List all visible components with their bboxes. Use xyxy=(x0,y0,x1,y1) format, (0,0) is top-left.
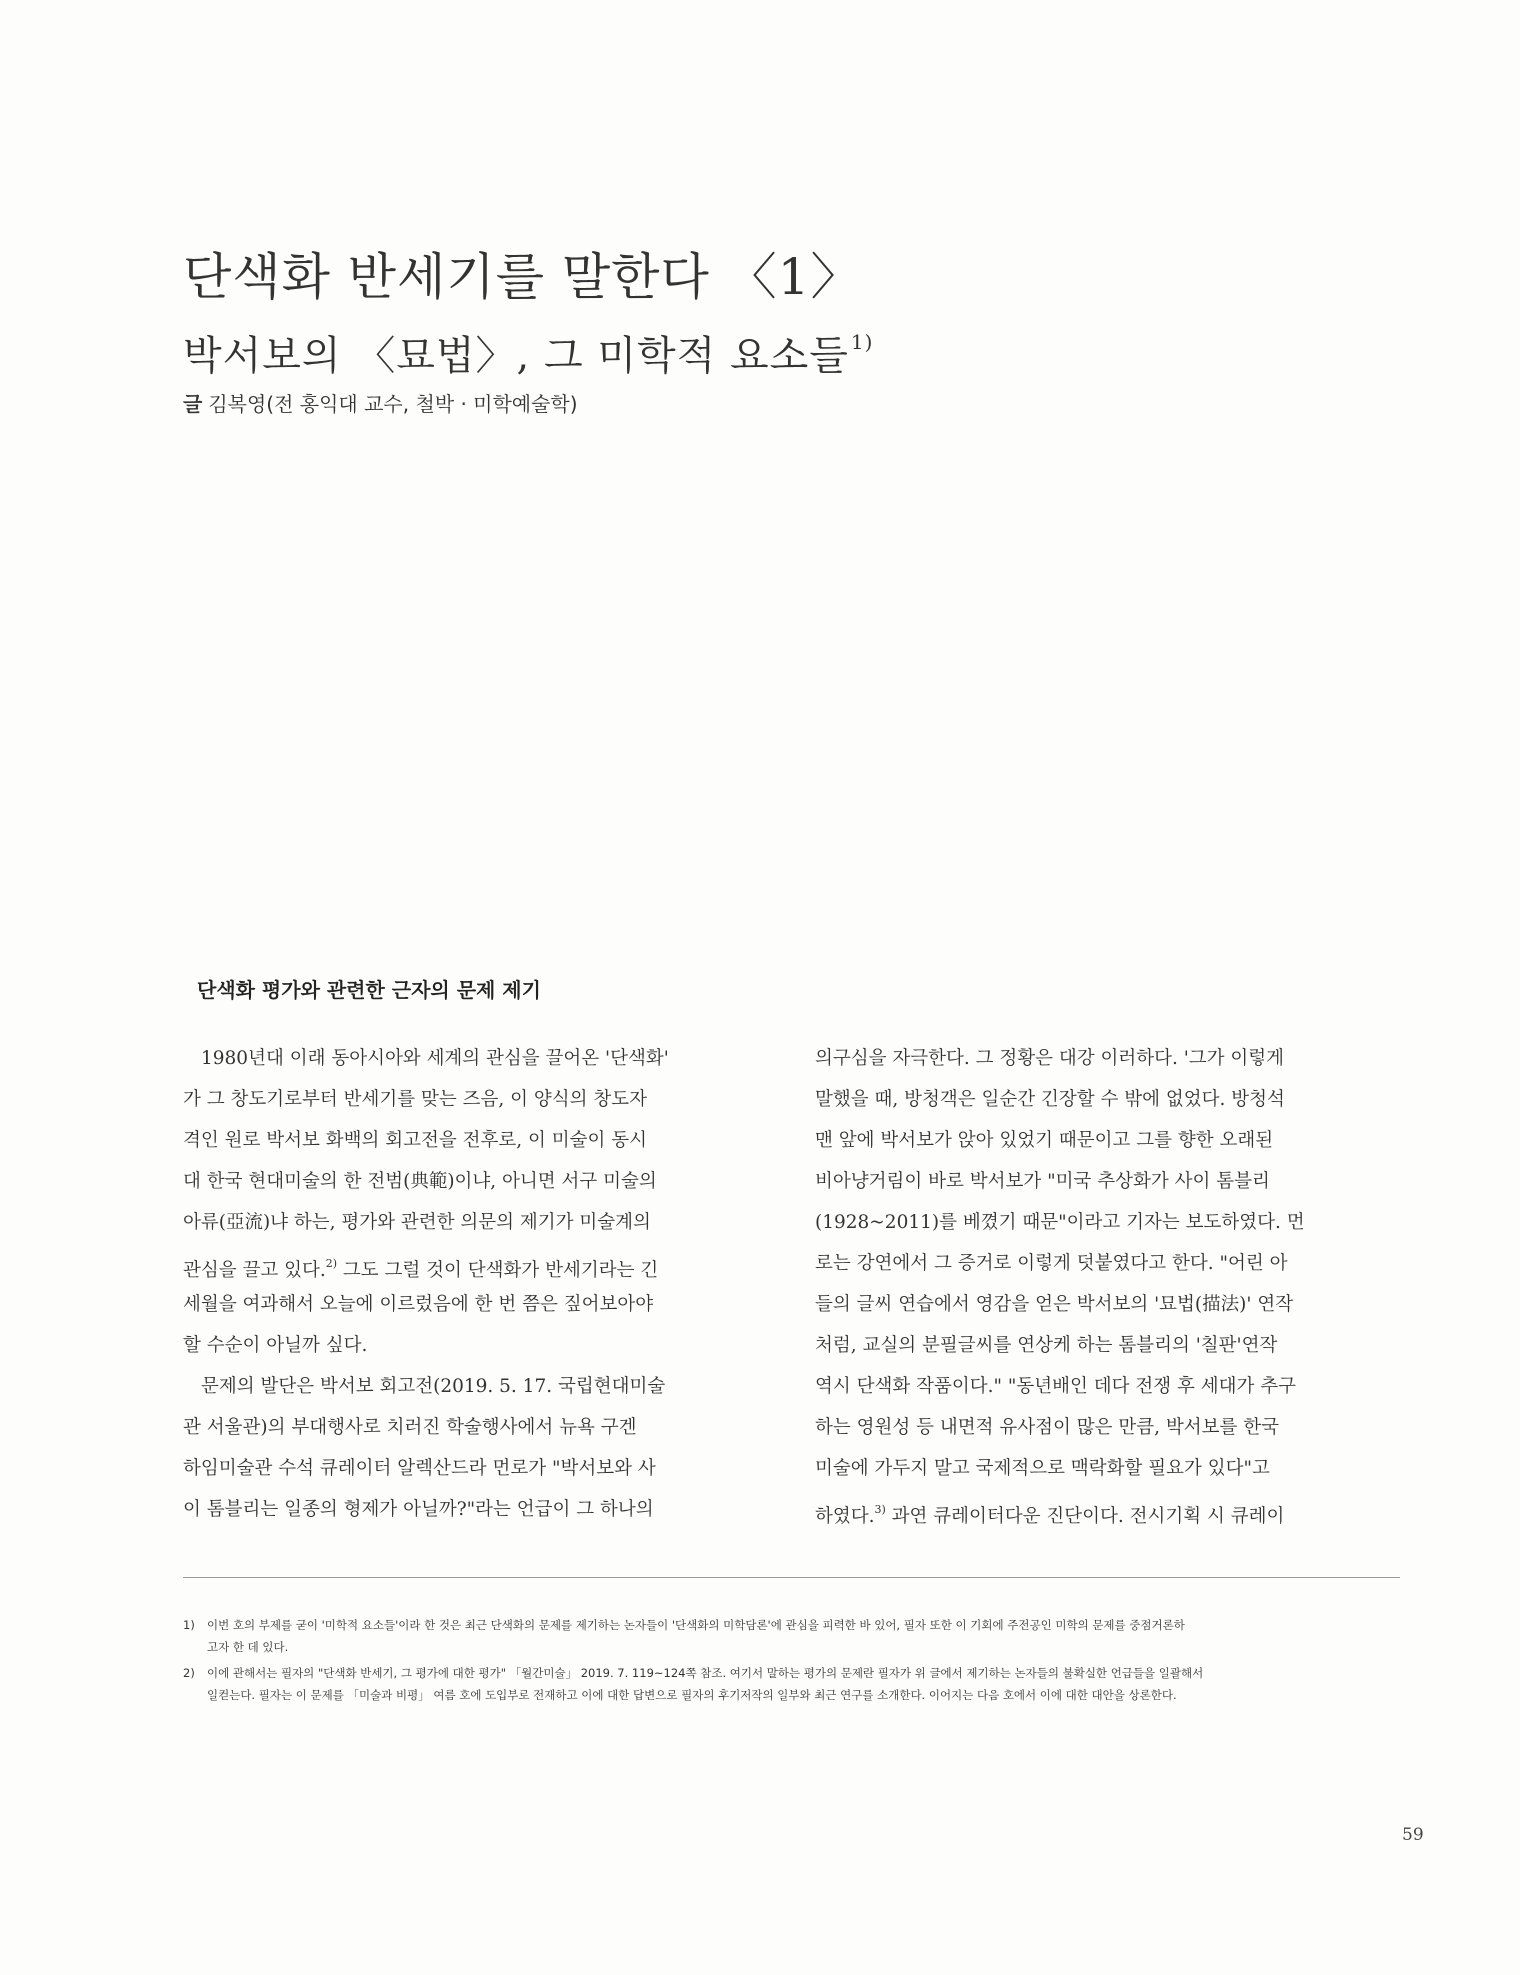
body-line: 하는 영원성 등 내면적 유사점이 많은 만큼, 박서보를 한국 xyxy=(815,1417,1279,1438)
footnote-line: 이번 호의 부제를 굳이 '미학적 요소들'이라 한 것은 최근 단색화의 문제를 제기하는 논자들이 '단색화의 미학담론'에 관심을 피력한 바 있어, 필자 또한 이 기회에 주전공인 미학의 문제를 중점거론하 xyxy=(207,1618,1185,1632)
footnote-line: 이에 관해서는 필자의 "단색화 반세기, 그 평가에 대한 평가" 「월간미술」 2019. 7. 119~124쪽 참조. 여기서 말하는 평가의 문제란 필자가 위 글에서 제기하는 논자들의 불확실한 언급들을 일괄해서 xyxy=(207,1666,1204,1680)
body-line: 하임미술관 수석 큐레이터 알렉산드라 먼로가 "박서보와 사 xyxy=(183,1458,656,1479)
byline-author: 김복영(전 홍익대 교수, 철박 · 미학예술학) xyxy=(208,392,578,416)
body-line: 격인 원로 박서보 화백의 회고전을 전후로, 이 미술이 동시 xyxy=(183,1130,647,1151)
body-line: 미술에 가두지 말고 국제적으로 맥락화할 필요가 있다"고 xyxy=(815,1458,1270,1479)
footnote-divider xyxy=(183,1577,1400,1578)
body-line: 대 한국 현대미술의 한 전범(典範)이냐, 아니면 서구 미술의 xyxy=(183,1171,657,1192)
body-line: 의구심을 자극한다. 그 정황은 대강 이러하다. '그가 이렇게 xyxy=(815,1048,1285,1069)
footnote-number: 1) xyxy=(183,1618,195,1632)
body-line: 아류(亞流)냐 하는, 평가와 관련한 의문의 제기가 미술계의 xyxy=(183,1212,651,1233)
footnote xyxy=(183,1614,1400,1658)
body-line: (1928~2011)를 베꼈기 때문"이라고 기자는 보도하였다. 먼 xyxy=(815,1212,1305,1233)
byline-lead: 글 xyxy=(183,392,203,416)
footnote-number: 2) xyxy=(183,1666,195,1680)
body-line: 세월을 여과해서 오늘에 이르렀음에 한 번 쯤은 짚어보아야 xyxy=(183,1294,654,1315)
body-line xyxy=(815,1489,1405,1530)
body-line: 처럼, 교실의 분필글씨를 연상케 하는 톰블리의 '칠판'연작 xyxy=(815,1335,1278,1356)
subtitle-text: 박서보의 〈묘법〉, 그 미학적 요소들 xyxy=(183,333,849,379)
footnote xyxy=(183,1662,1400,1706)
footnote-line: 고자 한 데 있다. xyxy=(207,1640,289,1654)
page-number: 59 xyxy=(1402,1825,1424,1845)
footnote-line: 일컫는다. 필자는 이 문제를 「미술과 비평」 여름 호에 도입부로 전재하고 이에 대한 답변으로 필자의 후기저작의 일부와 최근 연구를 소개한다. 이어지는 다음 호에서 이에 대한 대안을 상론한다. xyxy=(207,1688,1177,1702)
footnote-ref-1: 1) xyxy=(850,330,874,354)
footnote-ref-3: 3) xyxy=(874,1503,886,1516)
body-line: 이 톰블리는 일종의 형제가 아닐까?"라는 언급이 그 하나의 xyxy=(183,1499,654,1520)
body-line: 비아냥거림이 바로 박서보가 "미국 추상화가 사이 톰블리 xyxy=(815,1171,1270,1192)
section-heading: 단색화 평가와 관련한 근자의 문제 제기 xyxy=(197,978,541,1002)
article-subtitle xyxy=(183,316,873,382)
body-line-part: 과연 큐레이터다운 진단이다. 전시기획 시 큐레이 xyxy=(885,1506,1285,1527)
body-line: 가 그 창도기로부터 반세기를 맞는 즈음, 이 양식의 창도자 xyxy=(183,1089,647,1110)
body-line: 1980년대 이래 동아시아와 세계의 관심을 끌어온 '단색화' xyxy=(201,1048,669,1069)
byline xyxy=(183,390,578,418)
body-line: 할 수순이 아닐까 싶다. xyxy=(183,1335,368,1356)
body-line: 들의 글씨 연습에서 영감을 얻은 박서보의 '묘법(描法)' 연작 xyxy=(815,1294,1294,1315)
footnote-ref-2: 2) xyxy=(325,1257,338,1270)
body-line-part: 그도 그럴 것이 단색화가 반세기라는 긴 xyxy=(337,1260,659,1281)
body-line: 말했을 때, 방청객은 일순간 긴장할 수 밖에 없었다. 방청석 xyxy=(815,1089,1285,1110)
footnotes xyxy=(183,1614,1400,1710)
body-line: 로는 강연에서 그 증거로 이렇게 덧붙였다고 한다. "어린 아 xyxy=(815,1253,1288,1274)
body-line: 역시 단색화 작품이다." "동년배인 데다 전쟁 후 세대가 추구 xyxy=(815,1376,1296,1397)
article-title: 단색화 반세기를 말한다 〈1〉 xyxy=(183,248,862,306)
body-line: 문제의 발단은 박서보 회고전(2019. 5. 17. 국립현대미술 xyxy=(201,1376,666,1397)
body-column-left xyxy=(183,1038,773,1530)
body-line-part: 하였다. xyxy=(815,1506,875,1527)
body-line: 맨 앞에 박서보가 앉아 있었기 때문이고 그를 향한 오래된 xyxy=(815,1130,1274,1151)
body-line xyxy=(183,1243,773,1284)
body-line-part: 관심을 끌고 있다. xyxy=(183,1260,326,1281)
body-column-right xyxy=(815,1038,1405,1530)
body-line: 관 서울관)의 부대행사로 치러진 학술행사에서 뉴욕 구겐 xyxy=(183,1417,637,1438)
